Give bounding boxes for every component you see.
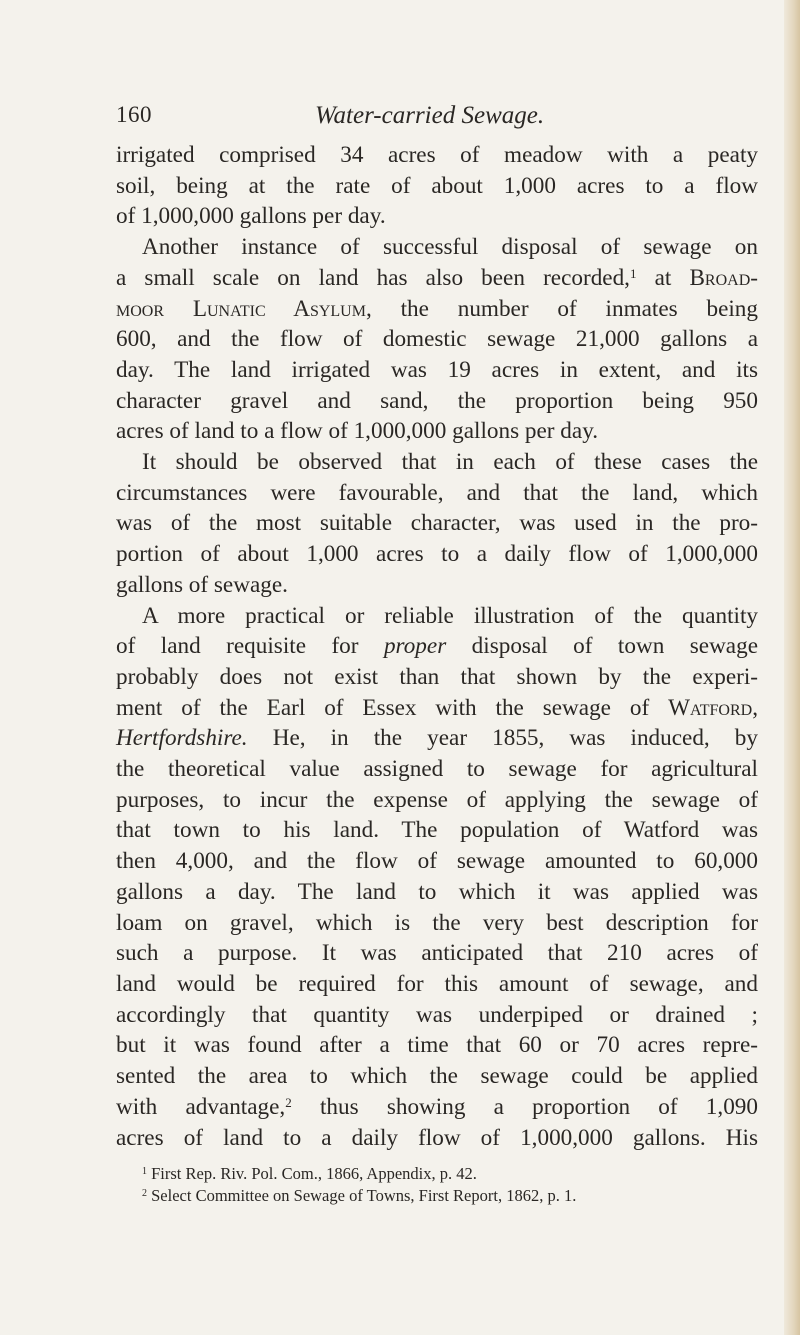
text-line: 600, and the flow of domestic sewage 21,000 gallons a — [116, 326, 758, 353]
text-line: character gravel and sand, the proportion being 950 — [116, 387, 758, 414]
text-span: He, in the year 1855, was induced, by — [247, 725, 758, 752]
footnote-1 — [116, 1163, 758, 1185]
text-line — [116, 693, 758, 724]
footnotes — [116, 1163, 758, 1207]
text-line: gallons of sewage. — [116, 571, 288, 598]
footnote-2 — [116, 1185, 758, 1207]
text-span: with advantage, — [116, 1093, 286, 1120]
text-line: that town to his land. The population of Watford was — [116, 817, 758, 844]
text-line: sented the area to which the sewage could be applied — [116, 1063, 758, 1090]
paragraph-3 — [116, 447, 758, 601]
page-number: 160 — [116, 102, 152, 127]
running-head — [116, 96, 780, 136]
paragraph-4 — [116, 601, 758, 1154]
footnote-text: First Rep. Riv. Pol. Com., 1866, Appendix, p. 42. — [151, 1164, 477, 1184]
body-text — [116, 140, 758, 1153]
text-line: was of the most suitable character, was used in the pro- — [116, 510, 758, 537]
text-line: loam on gravel, which is the very best description for — [116, 909, 758, 936]
text-line: irrigated comprised 34 acres of meadow with a peaty — [116, 142, 758, 168]
text-line: It should be observed that in each of these cases the — [142, 449, 758, 476]
text-line: of 1,000,000 gallons per day. — [116, 203, 386, 230]
text-line: probably does not exist than that shown by the experi- — [116, 663, 758, 690]
place-name: Watford, — [668, 694, 758, 721]
text-line — [116, 723, 758, 754]
text-line: but it was found after a time that 60 or 70 acres repre- — [116, 1032, 758, 1059]
place-name: moor Lunatic Asylum, — [116, 295, 372, 322]
paragraph-2 — [116, 232, 758, 447]
book-page — [116, 96, 780, 1207]
text-span: thus showing a proportion of 1,090 — [291, 1093, 758, 1120]
paragraph-1 — [116, 140, 758, 232]
text-line — [116, 1092, 758, 1123]
text-span: at — [636, 264, 690, 291]
text-span: a small scale on land has also been recorded, — [116, 264, 630, 291]
text-line: the theoretical value assigned to sewage for agricultural — [116, 756, 758, 783]
text-line: circumstances were favourable, and that the land, which — [116, 479, 758, 506]
footnote-ref-2: 2 — [285, 1094, 292, 1110]
text-line: land would be required for this amount of sewage, and — [116, 970, 758, 997]
text-line — [116, 294, 758, 325]
footnote-text: Select Committee on Sewage of Towns, First Report, 1862, p. 1. — [151, 1186, 577, 1206]
text-line: Another instance of successful disposal of sewage on — [142, 234, 758, 261]
footnote-mark: 1 — [142, 1166, 147, 1178]
place-name: Hertfordshire. — [116, 725, 248, 752]
text-span: ment of the Earl of Essex with the sewage of — [116, 694, 669, 721]
text-line: soil, being at the rate of about 1,000 acres to a flow — [116, 172, 758, 199]
text-line: purposes, to incur the expense of applying the sewage of — [116, 786, 758, 813]
text-line — [116, 631, 758, 662]
text-line: acres of land to a daily flow of 1,000,000 gallons. His — [116, 1124, 758, 1151]
text-line: accordingly that quantity was underpiped or drained ; — [116, 1001, 758, 1028]
text-line: day. The land irrigated was 19 acres in extent, and its — [116, 356, 758, 383]
text-line: such a purpose. It was anticipated that 210 acres of — [116, 940, 758, 967]
text-line: acres of land to a flow of 1,000,000 gallons per day. — [116, 418, 599, 445]
text-line — [116, 263, 758, 294]
place-name: Broad- — [689, 264, 758, 291]
text-span: disposal of town sewage — [446, 633, 758, 660]
emphasis: proper — [383, 633, 447, 660]
text-line: portion of about 1,000 acres to a daily flow of 1,000,000 — [116, 541, 758, 568]
text-line: A more practical or reliable illustration of the quantity — [142, 602, 758, 629]
footnote-mark: 2 — [142, 1188, 147, 1200]
text-line: gallons a day. The land to which it was applied was — [116, 878, 758, 905]
footnote-ref-1: 1 — [629, 265, 637, 281]
text-line: then 4,000, and the flow of sewage amounted to 60,000 — [116, 848, 758, 875]
text-span: of land requisite for — [116, 633, 384, 660]
text-span: the number of inmates being — [371, 295, 758, 322]
running-title: Water-carried Sewage. — [315, 102, 545, 129]
page-edge-shadow — [784, 0, 800, 1335]
